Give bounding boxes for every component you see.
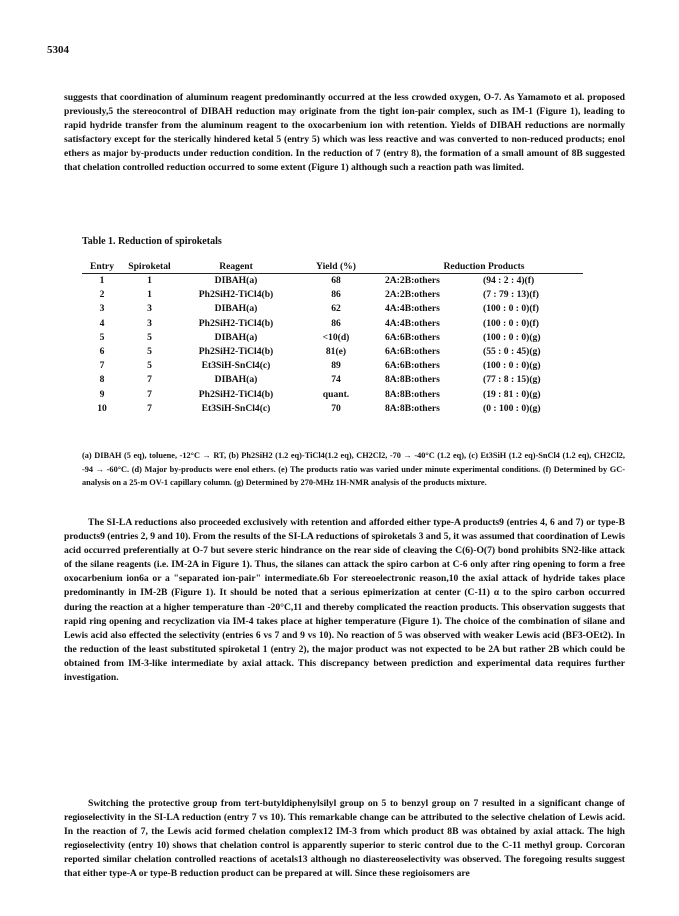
cell-yield: 70	[331, 402, 341, 414]
cell-reagent: Et3SiH-SnCl4(c)	[201, 402, 271, 414]
cell-products: 4A:4B:others	[385, 303, 440, 315]
cell-entry: 3	[99, 303, 105, 315]
cell-ratio: (94 : 2 : 4)(f)	[483, 275, 535, 286]
cell-reagent: DIBAH(a)	[214, 331, 258, 343]
cell-entry: 8	[99, 374, 105, 386]
cell-ratio: (19 : 81 : 0)(g)	[483, 388, 541, 400]
table-row	[82, 359, 583, 373]
cell-spiroketal: 1	[147, 275, 152, 286]
table-row	[82, 373, 583, 387]
cell-yield: 62	[331, 303, 341, 315]
cell-spiroketal: 5	[147, 346, 152, 358]
cell-reagent: DIBAH(a)	[214, 275, 258, 286]
cell-ratio: (100 : 0 : 0)(f)	[483, 303, 539, 315]
cell-spiroketal: 1	[147, 289, 152, 301]
cell-entry: 1	[99, 275, 105, 286]
cell-products: 4A:4B:others	[385, 317, 440, 329]
table-body	[82, 274, 583, 417]
cell-yield: quant.	[322, 388, 350, 400]
cell-products: 8A:8B:others	[385, 374, 440, 386]
page-number: 5304	[47, 44, 69, 56]
cell-entry: 6	[99, 346, 105, 358]
cell-entry: 9	[99, 388, 105, 400]
table-row	[82, 302, 583, 316]
cell-ratio: (0 : 100 : 0)(g)	[483, 402, 541, 414]
cell-ratio: (100 : 0 : 0)(g)	[483, 360, 541, 372]
header-reagent: Reagent	[177, 260, 295, 274]
cell-ratio: (7 : 79 : 13)(f)	[483, 289, 539, 301]
cell-products: 6A:6B:others	[385, 360, 440, 372]
paragraph-3: Switching the protective group from tert-butyldiphenylsilyl group on 5 to benzyl group on 7 resulted in a significant change of regioselectivity in the SI-LA reduction (entry 7 vs 10). This remarkable change can be attributed to the selective chelation of Lewis acid. In the reaction of 7, the Lewis acid formed chelation complex12 IM-3 from which product 8B was obtained by axial attack. The high regioselectivity (entry 10) shows that chelation control is apparently superior to steric control due to the C-11 methyl group. Corcoran reported similar chelation controlled reactions of acetals13 although no diastereoselectivity was observed. The foregoing results suggest that either type-A or type-B reduction product can be prepared at will. Since these regioisomers are	[64, 798, 625, 880]
cell-products: 2A:2B:others	[385, 289, 440, 301]
cell-entry: 2	[99, 289, 105, 301]
cell-spiroketal: 7	[147, 374, 152, 386]
cell-yield: 81(e)	[325, 346, 347, 358]
cell-spiroketal: 7	[147, 402, 152, 414]
header-spiroketal: Spiroketal	[122, 260, 177, 274]
cell-ratio: (55 : 0 : 45)(g)	[483, 346, 541, 358]
cell-products: 6A:6B:others	[385, 346, 440, 358]
cell-reagent: DIBAH(a)	[214, 374, 258, 386]
cell-yield: 86	[331, 317, 341, 329]
cell-ratio: (100 : 0 : 0)(f)	[483, 317, 539, 329]
header-entry: Entry	[82, 260, 122, 274]
table-row	[82, 388, 583, 402]
table-row	[82, 402, 583, 416]
table-row	[82, 331, 583, 345]
table-caption: Table 1. Reduction of spiroketals	[82, 236, 222, 247]
cell-yield: 74	[331, 374, 341, 386]
cell-products: 2A:2B:others	[385, 275, 440, 286]
cell-spiroketal: 5	[147, 331, 152, 343]
cell-entry: 4	[99, 317, 105, 329]
cell-yield: 68	[331, 275, 341, 286]
paragraph-2: The SI-LA reductions also proceeded exclusively with retention and afforded either type-A products9 (entries 4, 6 and 7) or type-B products9 (entries 2, 9 and 10). From the results of the SI-LA reductions of spiroketals 3 and 5, it was assumed that coordination of Lewis acid occurred preferentially at O-7 but severe steric hindrance on the rear side of cleaving the C(6)-O(7) bond prohibits SN2-like attack of the silane reagents (i.e. IM-2A in Figure 1). Thus, the silanes can attack the spiro carbon at C-6 only after ring opening to form a free oxocarbenium ion6a or a "separated ion-pair" intermediate.6b For stereoelectronic reason,10 the axial attack of hydride takes place predominantly in IM-2B (Figure 1). It should be noted that a serious epimerization at center (C-11) α to the spiro carbon occurred during the reaction at a higher temperature than -20°C,11 and thereby complicated the reaction products. This observation suggests that rapid ring opening and recyclization via IM-4 takes place at higher temperature (Figure 1). The choice of the combination of silane and Lewis acid also effected the selectivity (entries 6 vs 7 and 9 vs 10). No reaction of 5 was observed with weaker Lewis acid (BF3-OEt2). In the reduction of the least substituted spiroketal 1 (entry 2), the major product was not expected to be 2A but rather 2B which could be obtained from IM-3-like intermediate by axial attack. This discrepancy between prediction and experimental data requires further investigation.	[64, 517, 625, 684]
cell-spiroketal: 7	[147, 388, 152, 400]
table-notes: (a) DIBAH (5 eq), toluene, -12°C → RT, (b) Ph2SiH2 (1.2 eq)-TiCl4(1.2 eq), CH2Cl2, -70 → -40°C (1.2 eq), (c) Et3SiH (1.2 eq)-SnCl4 (1.2 eq), CH2Cl2, -94 → -60°C. (d) Major by-products were enol ethers. (e) The products ratio was varied under minute experimental conditions. (f) Determined by GC-analysis on a 25-m OV-1 capillary column. (g) Determined by 270-MHz 1H-NMR analysis of the products mixture.	[82, 451, 625, 488]
cell-products: 6A:6B:others	[385, 331, 440, 343]
cell-products: 8A:8B:others	[385, 402, 440, 414]
cell-reagent: DIBAH(a)	[214, 303, 258, 315]
cell-reagent: Ph2SiH2-TiCl4(b)	[198, 388, 274, 400]
paragraph-1: suggests that coordination of aluminum reagent predominantly occurred at the less crowded oxygen, O-7. As Yamamoto et al. proposed previously,5 the stereocontrol of DIBAH reduction may originate from the tight ion-pair complex, such as IM-1 (Figure 1), leading to rapid hydride transfer from the aluminum reagent to the oxocarbenium ion with retention. Yields of DIBAH reductions are normally satisfactory except for the sterically hindered ketal 5 (entry 5) which was less reactive and was converted to non-reduced products; enol ethers as major by-products under reduction condition. In the reduction of 7 (entry 8), the formation of a small amount of 8B suggested that chelation controlled reduction occurred to some extent (Figure 1) although such a reaction path was limited.	[64, 92, 625, 174]
table-row	[82, 345, 583, 359]
cell-reagent: Ph2SiH2-TiCl4(b)	[198, 346, 274, 358]
cell-entry: 7	[99, 360, 105, 372]
table-row	[82, 317, 583, 331]
cell-entry: 10	[97, 402, 107, 414]
cell-spiroketal: 5	[147, 360, 152, 372]
table-row	[82, 288, 583, 302]
header-reduction-products: Reduction Products	[377, 260, 583, 274]
header-yield: Yield (%)	[295, 260, 377, 274]
cell-ratio: (100 : 0 : 0)(g)	[483, 331, 541, 343]
cell-reagent: Ph2SiH2-TiCl4(b)	[198, 289, 274, 301]
cell-ratio: (77 : 8 : 15)(g)	[483, 374, 541, 386]
cell-yield: <10(d)	[322, 331, 350, 343]
cell-yield: 86	[331, 289, 341, 301]
cell-reagent: Ph2SiH2-TiCl4(b)	[198, 317, 274, 329]
cell-spiroketal: 3	[147, 317, 152, 329]
cell-spiroketal: 3	[147, 303, 152, 315]
table-header-row	[82, 260, 583, 274]
cell-reagent: Et3SiH-SnCl4(c)	[201, 360, 271, 372]
cell-products: 8A:8B:others	[385, 388, 440, 400]
cell-entry: 5	[99, 331, 105, 343]
results-table	[82, 260, 583, 416]
table-row	[82, 274, 583, 289]
cell-yield: 89	[331, 360, 341, 372]
